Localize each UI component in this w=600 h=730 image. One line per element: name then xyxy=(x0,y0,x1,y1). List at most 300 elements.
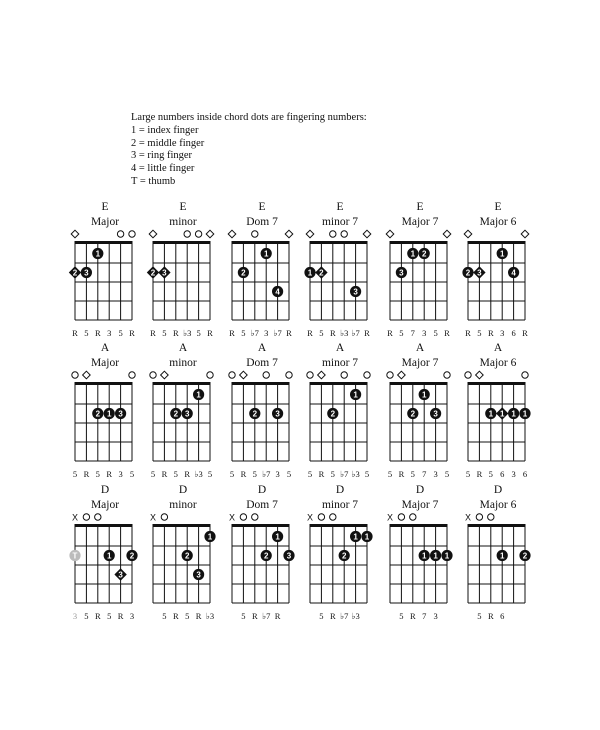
chord-root: D xyxy=(415,484,425,496)
chord-diagram xyxy=(222,230,302,338)
root-open-marker xyxy=(228,230,236,238)
interval-label: R xyxy=(398,469,405,479)
muted-string-marker: X xyxy=(464,512,472,523)
interval-label: 5 xyxy=(118,328,123,338)
finger-dot xyxy=(193,569,204,580)
finger-number: 1 xyxy=(421,390,427,400)
open-string-marker xyxy=(465,372,471,378)
finger-dot xyxy=(350,531,361,542)
chord-diagram xyxy=(380,512,460,621)
finger-number: 1 xyxy=(421,551,427,561)
finger-dot xyxy=(147,266,159,278)
chord-chart-a-major7 xyxy=(380,341,460,479)
finger-dot xyxy=(396,267,407,278)
chord-root: D xyxy=(100,484,110,496)
chord-chart-d-minor xyxy=(143,483,223,621)
nut xyxy=(153,524,211,527)
interval-label: 5 xyxy=(307,469,313,479)
interval-label: 3 xyxy=(433,611,438,621)
finger-dot xyxy=(304,267,315,278)
finger-number: 3 xyxy=(118,570,123,580)
finger-number: 1 xyxy=(196,390,201,400)
interval-label: ♭7 xyxy=(340,611,349,621)
muted-string-marker: X xyxy=(149,512,157,523)
open-string-marker xyxy=(286,372,292,378)
interval-label: 5 xyxy=(399,611,404,621)
finger-dot xyxy=(462,267,473,278)
open-string-marker xyxy=(522,372,528,378)
finger-dot xyxy=(249,408,260,419)
finger-number: 1 xyxy=(106,551,112,561)
open-string-marker xyxy=(240,514,246,520)
open-string-marker xyxy=(341,231,347,237)
finger-dot xyxy=(69,550,80,561)
finger-dot xyxy=(261,550,272,561)
interval-label: 5 xyxy=(207,469,213,479)
root-open-marker xyxy=(285,230,293,238)
finger-dot xyxy=(92,248,103,259)
finger-number: 1 xyxy=(522,409,528,419)
chord-diagram xyxy=(380,371,460,479)
open-string-marker xyxy=(341,372,347,378)
finger-dot xyxy=(350,286,361,297)
root-open-marker xyxy=(206,230,214,238)
interval-label: 5 xyxy=(286,469,292,479)
finger-number: 2 xyxy=(341,551,347,561)
chord-chart-a-major xyxy=(65,341,145,479)
open-string-marker xyxy=(195,231,201,237)
interval-label: R xyxy=(487,328,494,338)
finger-dot xyxy=(69,266,81,278)
interval-label: ♭7 xyxy=(262,469,271,479)
legend-item-4: 4 = little finger xyxy=(131,163,195,175)
finger-dot xyxy=(497,248,508,259)
nut xyxy=(390,524,448,527)
muted-string-marker: X xyxy=(228,512,236,523)
legend-item-1: 1 = index finger xyxy=(131,124,199,136)
nut xyxy=(232,524,290,527)
chord-root: E xyxy=(101,201,109,213)
chord-quality: Major 6 xyxy=(479,499,517,511)
finger-number: 3 xyxy=(84,268,89,278)
nut xyxy=(75,524,133,527)
finger-number: 1 xyxy=(263,249,269,259)
finger-number: 1 xyxy=(499,551,505,561)
legend-item-3: 3 = ring finger xyxy=(131,150,193,162)
chord-diagram xyxy=(65,371,145,479)
nut xyxy=(153,382,211,385)
root-open-marker xyxy=(71,230,79,238)
interval-label: 5 xyxy=(488,469,493,479)
interval-label: ♭3 xyxy=(351,469,360,479)
finger-dot xyxy=(182,550,193,561)
chord-diagram xyxy=(458,371,538,479)
open-string-marker xyxy=(488,514,494,520)
open-string-marker xyxy=(318,514,324,520)
finger-dot xyxy=(272,408,283,419)
chord-chart-e-major7 xyxy=(380,200,460,338)
finger-dot xyxy=(170,408,181,419)
legend-item-5: T = thumb xyxy=(131,175,176,187)
interval-label: ♭3 xyxy=(340,328,349,338)
nut xyxy=(153,241,211,244)
finger-number: 3 xyxy=(286,551,292,561)
chord-root: E xyxy=(258,201,266,213)
interval-label: 6 xyxy=(500,469,505,479)
finger-number: 1 xyxy=(106,409,112,419)
chord-root: A xyxy=(100,342,110,354)
open-string-marker xyxy=(95,514,101,520)
finger-number: 1 xyxy=(433,551,438,561)
interval-label: 7 xyxy=(410,328,415,338)
interval-label: 5 xyxy=(444,469,450,479)
chord-chart-d-major xyxy=(65,483,145,621)
interval-label: R xyxy=(251,611,258,621)
interval-label: 6 xyxy=(511,328,516,338)
finger-dot xyxy=(508,408,519,419)
chord-root: A xyxy=(335,342,345,354)
open-string-marker xyxy=(263,372,269,378)
finger-number: 1 xyxy=(307,268,313,278)
chord-root: E xyxy=(336,201,344,213)
interval-label: 5 xyxy=(162,328,167,338)
chord-diagram xyxy=(143,371,223,479)
finger-number: 1 xyxy=(410,249,416,259)
open-string-marker xyxy=(161,514,167,520)
interval-label: 5 xyxy=(107,611,112,621)
interval-label: 3 xyxy=(264,328,269,338)
finger-number: 1 xyxy=(488,409,494,419)
chord-diagram xyxy=(458,512,538,621)
interval-label: 5 xyxy=(465,469,471,479)
finger-dot xyxy=(272,531,283,542)
chord-quality: minor 7 xyxy=(321,499,359,511)
finger-number: 3 xyxy=(196,570,201,580)
finger-dot xyxy=(315,266,327,278)
chord-chart-a-minor xyxy=(143,341,223,479)
finger-dot xyxy=(430,550,441,561)
finger-dot xyxy=(339,550,350,561)
interval-label: 5 xyxy=(433,328,438,338)
chord-root: E xyxy=(494,201,502,213)
open-string-marker xyxy=(150,372,156,378)
open-string-marker xyxy=(184,231,190,237)
finger-dot xyxy=(104,408,115,419)
interval-label: 7 xyxy=(422,611,427,621)
finger-number: 1 xyxy=(499,249,505,259)
finger-dot xyxy=(485,408,496,419)
finger-number: 2 xyxy=(410,409,416,419)
finger-dot xyxy=(193,389,204,400)
finger-number: 1 xyxy=(364,532,370,542)
interval-label: 3 xyxy=(511,469,516,479)
finger-dot xyxy=(114,568,126,580)
chord-root: D xyxy=(257,484,267,496)
finger-number: 2 xyxy=(241,268,246,278)
finger-number: 2 xyxy=(129,551,135,561)
interval-label: 6 xyxy=(500,611,505,621)
muted-string-marker: X xyxy=(306,512,314,523)
root-open-marker xyxy=(149,230,157,238)
chord-chart-a-major6 xyxy=(458,341,538,479)
chord-quality: Dom 7 xyxy=(246,357,278,369)
interval-label: 5 xyxy=(399,328,404,338)
legend-item-2: 2 = middle finger xyxy=(131,137,205,149)
open-string-marker xyxy=(72,372,78,378)
interval-label: R xyxy=(409,611,416,621)
nut xyxy=(390,241,448,244)
interval-label: R xyxy=(240,469,247,479)
finger-number: 1 xyxy=(511,409,516,419)
finger-number: 2 xyxy=(330,409,336,419)
chord-diagram xyxy=(300,512,380,621)
chord-quality: Major xyxy=(90,499,120,511)
root-open-marker xyxy=(318,371,326,379)
finger-number: 3 xyxy=(399,268,404,278)
interval-label: 6 xyxy=(522,469,528,479)
interval-label: R xyxy=(487,611,494,621)
open-string-marker xyxy=(444,372,450,378)
interval-label: ♭3 xyxy=(205,611,215,621)
finger-number: 1 xyxy=(275,532,280,542)
chord-quality: Major 6 xyxy=(479,216,517,228)
interval-label: R xyxy=(465,328,471,338)
nut xyxy=(310,382,368,385)
legend-title: Large numbers inside chord dots are fingering numbers: xyxy=(131,112,367,123)
interval-label: R xyxy=(129,328,135,338)
chord-chart-d-dom7 xyxy=(222,483,302,621)
chord-chart-a-dom7 xyxy=(222,341,302,479)
open-string-marker xyxy=(364,372,370,378)
interval-label: 3 xyxy=(118,469,123,479)
interval-label: 5 xyxy=(477,611,482,621)
finger-dot xyxy=(419,550,430,561)
chord-quality: minor 7 xyxy=(321,357,359,369)
muted-string-marker: X xyxy=(386,512,394,523)
finger-number: 3 xyxy=(118,409,123,419)
nut xyxy=(468,382,526,385)
open-string-marker xyxy=(252,514,258,520)
open-string-marker xyxy=(207,372,213,378)
nut xyxy=(390,382,448,385)
interval-label: 5 xyxy=(84,611,89,621)
interval-label: ♭7 xyxy=(250,328,259,338)
chord-chart-d-major7 xyxy=(380,483,460,621)
finger-dot xyxy=(350,389,361,400)
chord-root: A xyxy=(257,342,267,354)
root-open-marker xyxy=(363,230,371,238)
open-string-marker xyxy=(330,231,336,237)
interval-label: 3 xyxy=(422,328,427,338)
interval-label: R xyxy=(329,328,336,338)
chord-chart-e-major6 xyxy=(458,200,538,338)
finger-number: 3 xyxy=(275,409,280,419)
root-open-marker xyxy=(476,371,484,379)
finger-number: 3 xyxy=(433,409,438,419)
finger-number: 2 xyxy=(421,249,427,259)
finger-number: T xyxy=(72,551,78,561)
finger-dot xyxy=(81,267,92,278)
interval-label: R xyxy=(329,611,336,621)
interval-label: 5 xyxy=(72,469,78,479)
interval-label: 5 xyxy=(319,328,324,338)
interval-label: 5 xyxy=(364,469,370,479)
chord-root: A xyxy=(178,342,188,354)
interval-label: 3 xyxy=(72,611,78,621)
interval-label: ♭7 xyxy=(340,469,349,479)
chord-chart-e-minor7 xyxy=(300,200,380,338)
chord-root: E xyxy=(179,201,187,213)
chord-diagram xyxy=(143,512,223,621)
open-string-marker xyxy=(410,514,416,520)
nut xyxy=(468,241,526,244)
finger-dot xyxy=(419,248,430,259)
chord-root: D xyxy=(493,484,503,496)
chord-diagram xyxy=(222,512,302,621)
root-open-marker xyxy=(240,371,248,379)
nut xyxy=(232,241,290,244)
chord-chart-e-dom7 xyxy=(222,200,302,338)
interval-label: 5 xyxy=(95,469,100,479)
interval-label: R xyxy=(307,328,313,338)
finger-dot xyxy=(441,550,452,561)
finger-number: 1 xyxy=(444,551,450,561)
finger-dot xyxy=(496,407,508,419)
chord-chart-e-major xyxy=(65,200,145,338)
finger-number: 1 xyxy=(353,390,358,400)
chord-diagram xyxy=(300,371,380,479)
chord-root: E xyxy=(416,201,424,213)
interval-label: R xyxy=(364,328,370,338)
finger-dot xyxy=(430,408,441,419)
chord-quality: Major 7 xyxy=(401,216,439,228)
interval-label: 5 xyxy=(129,469,135,479)
interval-label: R xyxy=(195,611,202,621)
finger-number: 3 xyxy=(162,268,167,278)
finger-number: 1 xyxy=(499,409,505,419)
finger-number: 2 xyxy=(150,268,156,278)
open-string-marker xyxy=(117,231,123,237)
root-open-marker xyxy=(83,371,91,379)
chord-diagram xyxy=(300,230,380,338)
chord-diagram xyxy=(65,512,145,621)
finger-number: 2 xyxy=(465,268,471,278)
interval-label: 7 xyxy=(422,469,427,479)
interval-label: R xyxy=(172,328,179,338)
finger-dot xyxy=(104,550,115,561)
open-string-marker xyxy=(129,372,135,378)
interval-label: R xyxy=(72,328,78,338)
chord-quality: Major xyxy=(90,357,120,369)
interval-label: R xyxy=(172,611,179,621)
nut xyxy=(468,524,526,527)
open-string-marker xyxy=(83,514,89,520)
interval-label: 5 xyxy=(477,328,482,338)
open-string-marker xyxy=(330,514,336,520)
finger-number: 1 xyxy=(353,532,358,542)
finger-number: 2 xyxy=(95,409,101,419)
chord-quality: Major 7 xyxy=(401,357,439,369)
interval-label: R xyxy=(318,469,325,479)
finger-number: 4 xyxy=(511,268,516,278)
open-string-marker xyxy=(252,231,258,237)
interval-label: 5 xyxy=(185,611,190,621)
finger-number: 2 xyxy=(184,551,190,561)
finger-dot xyxy=(272,286,283,297)
finger-number: 2 xyxy=(522,551,528,561)
finger-number: 3 xyxy=(184,409,190,419)
finger-dot xyxy=(126,550,137,561)
chord-quality: minor xyxy=(169,499,197,511)
chord-chart-e-minor xyxy=(143,200,223,338)
finger-number: 4 xyxy=(275,287,280,297)
root-open-marker xyxy=(443,230,451,238)
interval-label: ♭7 xyxy=(273,328,282,338)
chord-diagram xyxy=(380,230,460,338)
interval-label: 5 xyxy=(330,469,335,479)
finger-dot xyxy=(407,408,418,419)
interval-label: R xyxy=(184,469,191,479)
interval-label: R xyxy=(94,611,101,621)
chord-diagram xyxy=(65,230,145,338)
interval-label: R xyxy=(444,328,450,338)
chord-quality: minor 7 xyxy=(321,216,359,228)
finger-dot xyxy=(473,266,485,278)
open-string-marker xyxy=(229,372,235,378)
interval-label: R xyxy=(207,328,213,338)
root-open-marker xyxy=(161,371,169,379)
finger-number: 1 xyxy=(207,532,213,542)
chord-quality: Major xyxy=(90,216,120,228)
interval-label: 5 xyxy=(196,328,201,338)
interval-label: R xyxy=(83,469,90,479)
finger-dot xyxy=(204,531,215,542)
interval-label: 5 xyxy=(241,611,246,621)
interval-label: ♭3 xyxy=(194,469,203,479)
interval-label: 5 xyxy=(241,328,246,338)
open-string-marker xyxy=(387,372,393,378)
interval-label: R xyxy=(286,328,292,338)
interval-label: 5 xyxy=(84,328,89,338)
interval-label: 5 xyxy=(387,469,393,479)
open-string-marker xyxy=(129,231,135,237)
finger-dot xyxy=(508,267,519,278)
root-open-marker xyxy=(521,230,529,238)
root-open-marker xyxy=(464,230,472,238)
nut xyxy=(75,382,133,385)
interval-label: R xyxy=(274,611,281,621)
chord-quality: minor xyxy=(169,216,197,228)
chord-diagram xyxy=(143,230,223,338)
chord-root: D xyxy=(335,484,345,496)
nut xyxy=(232,382,290,385)
open-string-marker xyxy=(476,514,482,520)
interval-label: R xyxy=(476,469,483,479)
finger-number: 2 xyxy=(319,268,324,278)
chord-quality: Dom 7 xyxy=(246,216,278,228)
chord-quality: minor xyxy=(169,357,197,369)
interval-label: 5 xyxy=(252,469,257,479)
interval-label: R xyxy=(522,328,528,338)
interval-label: 3 xyxy=(500,328,505,338)
open-string-marker xyxy=(307,372,313,378)
finger-dot xyxy=(283,550,294,561)
interval-label: 5 xyxy=(150,469,156,479)
finger-dot xyxy=(407,248,418,259)
interval-label: 3 xyxy=(107,328,112,338)
interval-label: 5 xyxy=(173,469,178,479)
interval-label: ♭7 xyxy=(351,328,360,338)
